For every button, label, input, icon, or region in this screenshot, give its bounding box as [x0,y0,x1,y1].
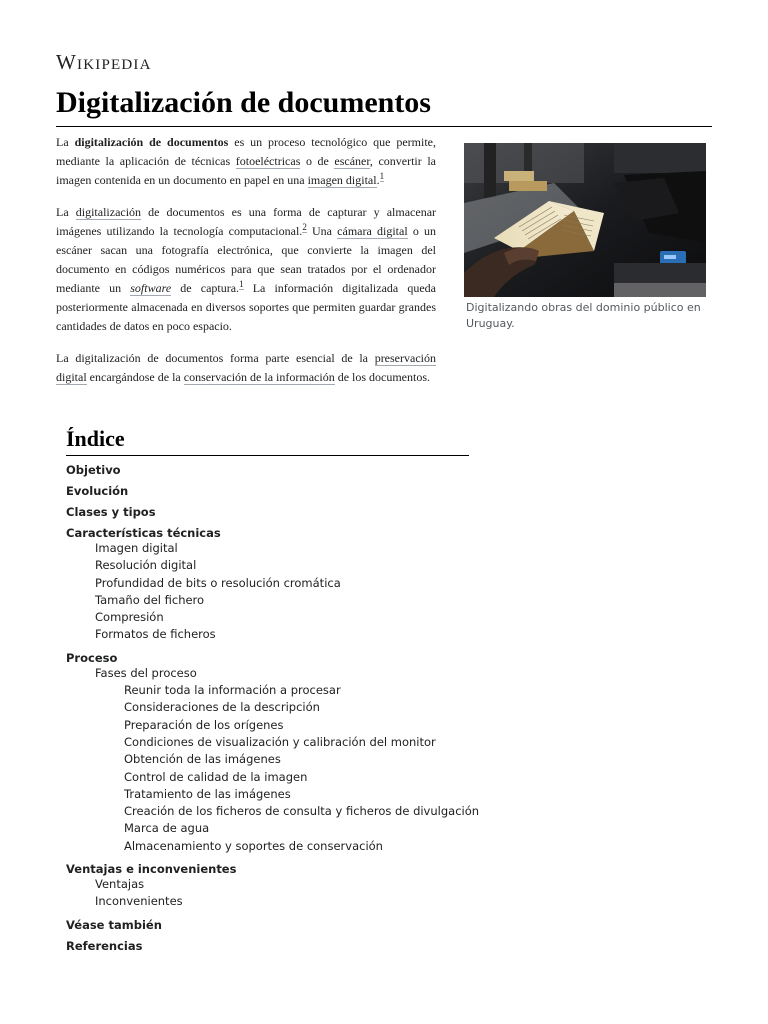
term-bold: digitalización de documentos [74,135,229,149]
text: , convertir la imagen contenida en un documento en papel en una [56,154,436,187]
toc-item[interactable]: Formatos de ficheros [95,627,216,642]
article-lead [56,133,436,400]
text: de documentos es una forma de capturar y almacenar imágenes utilizando la tecnología computacional. [56,205,437,238]
toc-item[interactable]: Reunir toda la información a procesar [124,683,341,698]
text: Una [306,224,338,238]
table-of-contents [66,462,506,955]
toc-item[interactable]: Inconvenientes [95,894,183,909]
toc-item[interactable]: Almacenamiento y soportes de conservación [124,838,383,853]
toc-item[interactable]: Control de calidad de la imagen [124,769,308,784]
page-title: Digitalización de documentos [56,86,431,119]
reference-1[interactable]: 1 [379,171,385,181]
reference-2[interactable]: 2 [302,222,307,232]
toc-item[interactable]: Creación de los ficheros de consulta y ficheros de divulgación [124,804,480,819]
text: La digitalización de documentos forma parte esencial de la [56,351,375,365]
title-divider [56,126,712,127]
link-fotoelectricas[interactable]: fotoeléctricas [235,154,301,168]
text: de captura. [171,281,240,295]
text: o un escáner sacan una fotografía electrónica, que convierte la imagen del documento en códigos numéricos para que sean tratados por el ordenador mediante un [56,224,437,295]
link-escaner[interactable]: escáner [334,154,370,168]
scanning-photo-illustration [464,143,706,297]
toc-title: Índice [66,426,125,451]
toc-item[interactable]: Compresión [95,610,164,625]
toc-item[interactable]: Fases del proceso [95,665,197,680]
link-conservacion-informacion[interactable]: conservación de la información [183,370,335,384]
toc-divider [66,455,469,456]
figure-caption: Digitalizando obras del dominio público en Uruguay. [466,301,701,330]
link-camara-digital[interactable]: cámara digital [337,224,408,238]
link-preservacion-digital[interactable]: preservación digital [56,351,436,384]
text: encargándose de la [86,370,184,384]
text: es un proceso tecnológico que permite, mediante la aplicación de técnicas [56,135,436,168]
toc-item[interactable]: Resolución digital [95,558,197,573]
toc-item[interactable]: Marca de agua [124,821,210,836]
paragraph-2 [56,203,436,336]
text: . [376,173,380,187]
toc-item[interactable]: Consideraciones de la descripción [124,700,320,715]
scanning-photo[interactable] [464,143,706,297]
toc-item[interactable]: Condiciones de visualización y calibración del monitor [124,734,436,749]
paragraph-3 [56,349,436,387]
reference-1b[interactable]: 1 [239,279,244,289]
toc-item[interactable]: Profundidad de bits o resolución cromática [95,575,341,590]
text: La [56,205,76,219]
toc-item[interactable]: Tamaño del fichero [95,592,205,607]
toc-item[interactable]: Preparación de los orígenes [124,717,284,732]
toc-item[interactable]: Clases y tipos [66,505,156,519]
toc-item[interactable]: Ventajas [95,877,145,892]
text: o de [300,154,335,168]
paragraph-1 [56,133,436,190]
toc-item[interactable]: Tratamiento de las imágenes [124,786,291,801]
toc-item[interactable]: Obtención de las imágenes [124,752,281,767]
toc-item[interactable]: Características técnicas [66,526,221,540]
toc-item[interactable]: Evolución [66,484,129,498]
text: de los documentos. [334,370,431,384]
article-figure [464,143,706,332]
toc-item[interactable]: Objetivo [66,463,121,477]
toc-item[interactable]: Ventajas e inconvenientes [66,862,237,877]
text: La información digitalizada queda posteriormente almacenada en diversos soportes que permiten guardar grandes cantidades de datos en poco espacio. [56,281,437,333]
toc-item[interactable]: Referencias [66,938,143,953]
toc-item[interactable]: Véase también [66,917,162,932]
wikipedia-logo[interactable]: Wikipedia [56,50,152,74]
link-imagen-digital[interactable]: imagen digital [307,173,377,187]
text: La [56,135,75,149]
link-digitalizacion[interactable]: digitalización [75,205,142,219]
link-software[interactable]: software [130,281,172,295]
toc-item[interactable]: Imagen digital [95,541,178,555]
toc-item[interactable]: Proceso [66,650,118,665]
